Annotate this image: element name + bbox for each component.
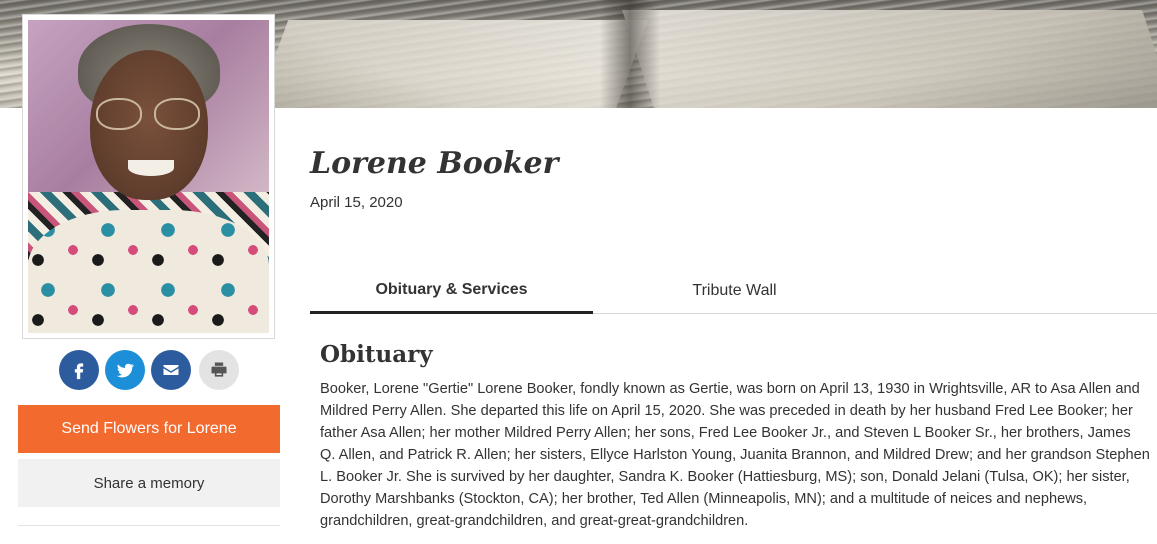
tab-tribute-wall[interactable]: Tribute Wall	[692, 281, 777, 299]
facebook-icon	[69, 360, 89, 380]
book-spine-shadow	[600, 0, 660, 108]
divider	[18, 525, 280, 526]
deceased-name: Lorene Booker	[310, 146, 559, 181]
print-icon	[209, 360, 229, 380]
photo-dress	[28, 210, 269, 333]
photo-smile	[128, 160, 174, 176]
email-share-button[interactable]	[151, 350, 191, 390]
twitter-icon	[115, 360, 135, 380]
profile-photo-frame	[22, 14, 275, 339]
obituary-heading: Obituary	[320, 341, 433, 368]
photo-glasses	[96, 98, 206, 132]
facebook-share-button[interactable]	[59, 350, 99, 390]
print-button[interactable]	[199, 350, 239, 390]
send-flowers-button[interactable]: Send Flowers for Lorene	[18, 405, 280, 453]
email-icon	[161, 360, 181, 380]
book-page-right	[622, 10, 1157, 108]
tab-bar	[310, 268, 1157, 314]
obituary-text: Booker, Lorene "Gertie" Lorene Booker, fondly known as Gertie, was born on April 13, 1930 in Wrightsville, AR to Asa Allen and Mildred Perry Allen. She departed this life on April 15, 2020. She was preceded in death by her husband Fred Lee Booker; her father Asa Allen; her mother Mildred Perry Allen; her sons, Fred Lee Booker Jr., and Steven L Booker Sr., her brothers, James Q. Allen, and Patrick R. Allen; her sisters, Ellyce Harlston Young, Juanita Brannon, and Mildred Drew; and her grandson Stephen L. Booker Jr. She is survived by her daughter, Sandra K. Booker (Hattiesburg, MS); son, Donald Jelani (Tulsa, OK); her sister, Dorothy Marshbanks (Stockton, CA); her brother, Ted Allen (Minneapolis, MN); and a multitude of neices and nephews, grandchildren, great-grandchildren, and great-great-grandchildren.	[320, 381, 1150, 529]
twitter-share-button[interactable]	[105, 350, 145, 390]
tab-obituary-services[interactable]: Obituary & Services	[310, 268, 593, 314]
share-memory-button[interactable]: Share a memory	[18, 459, 280, 507]
book-page-left	[252, 20, 648, 108]
profile-photo	[28, 20, 269, 333]
obituary-date: April 15, 2020	[310, 194, 403, 211]
